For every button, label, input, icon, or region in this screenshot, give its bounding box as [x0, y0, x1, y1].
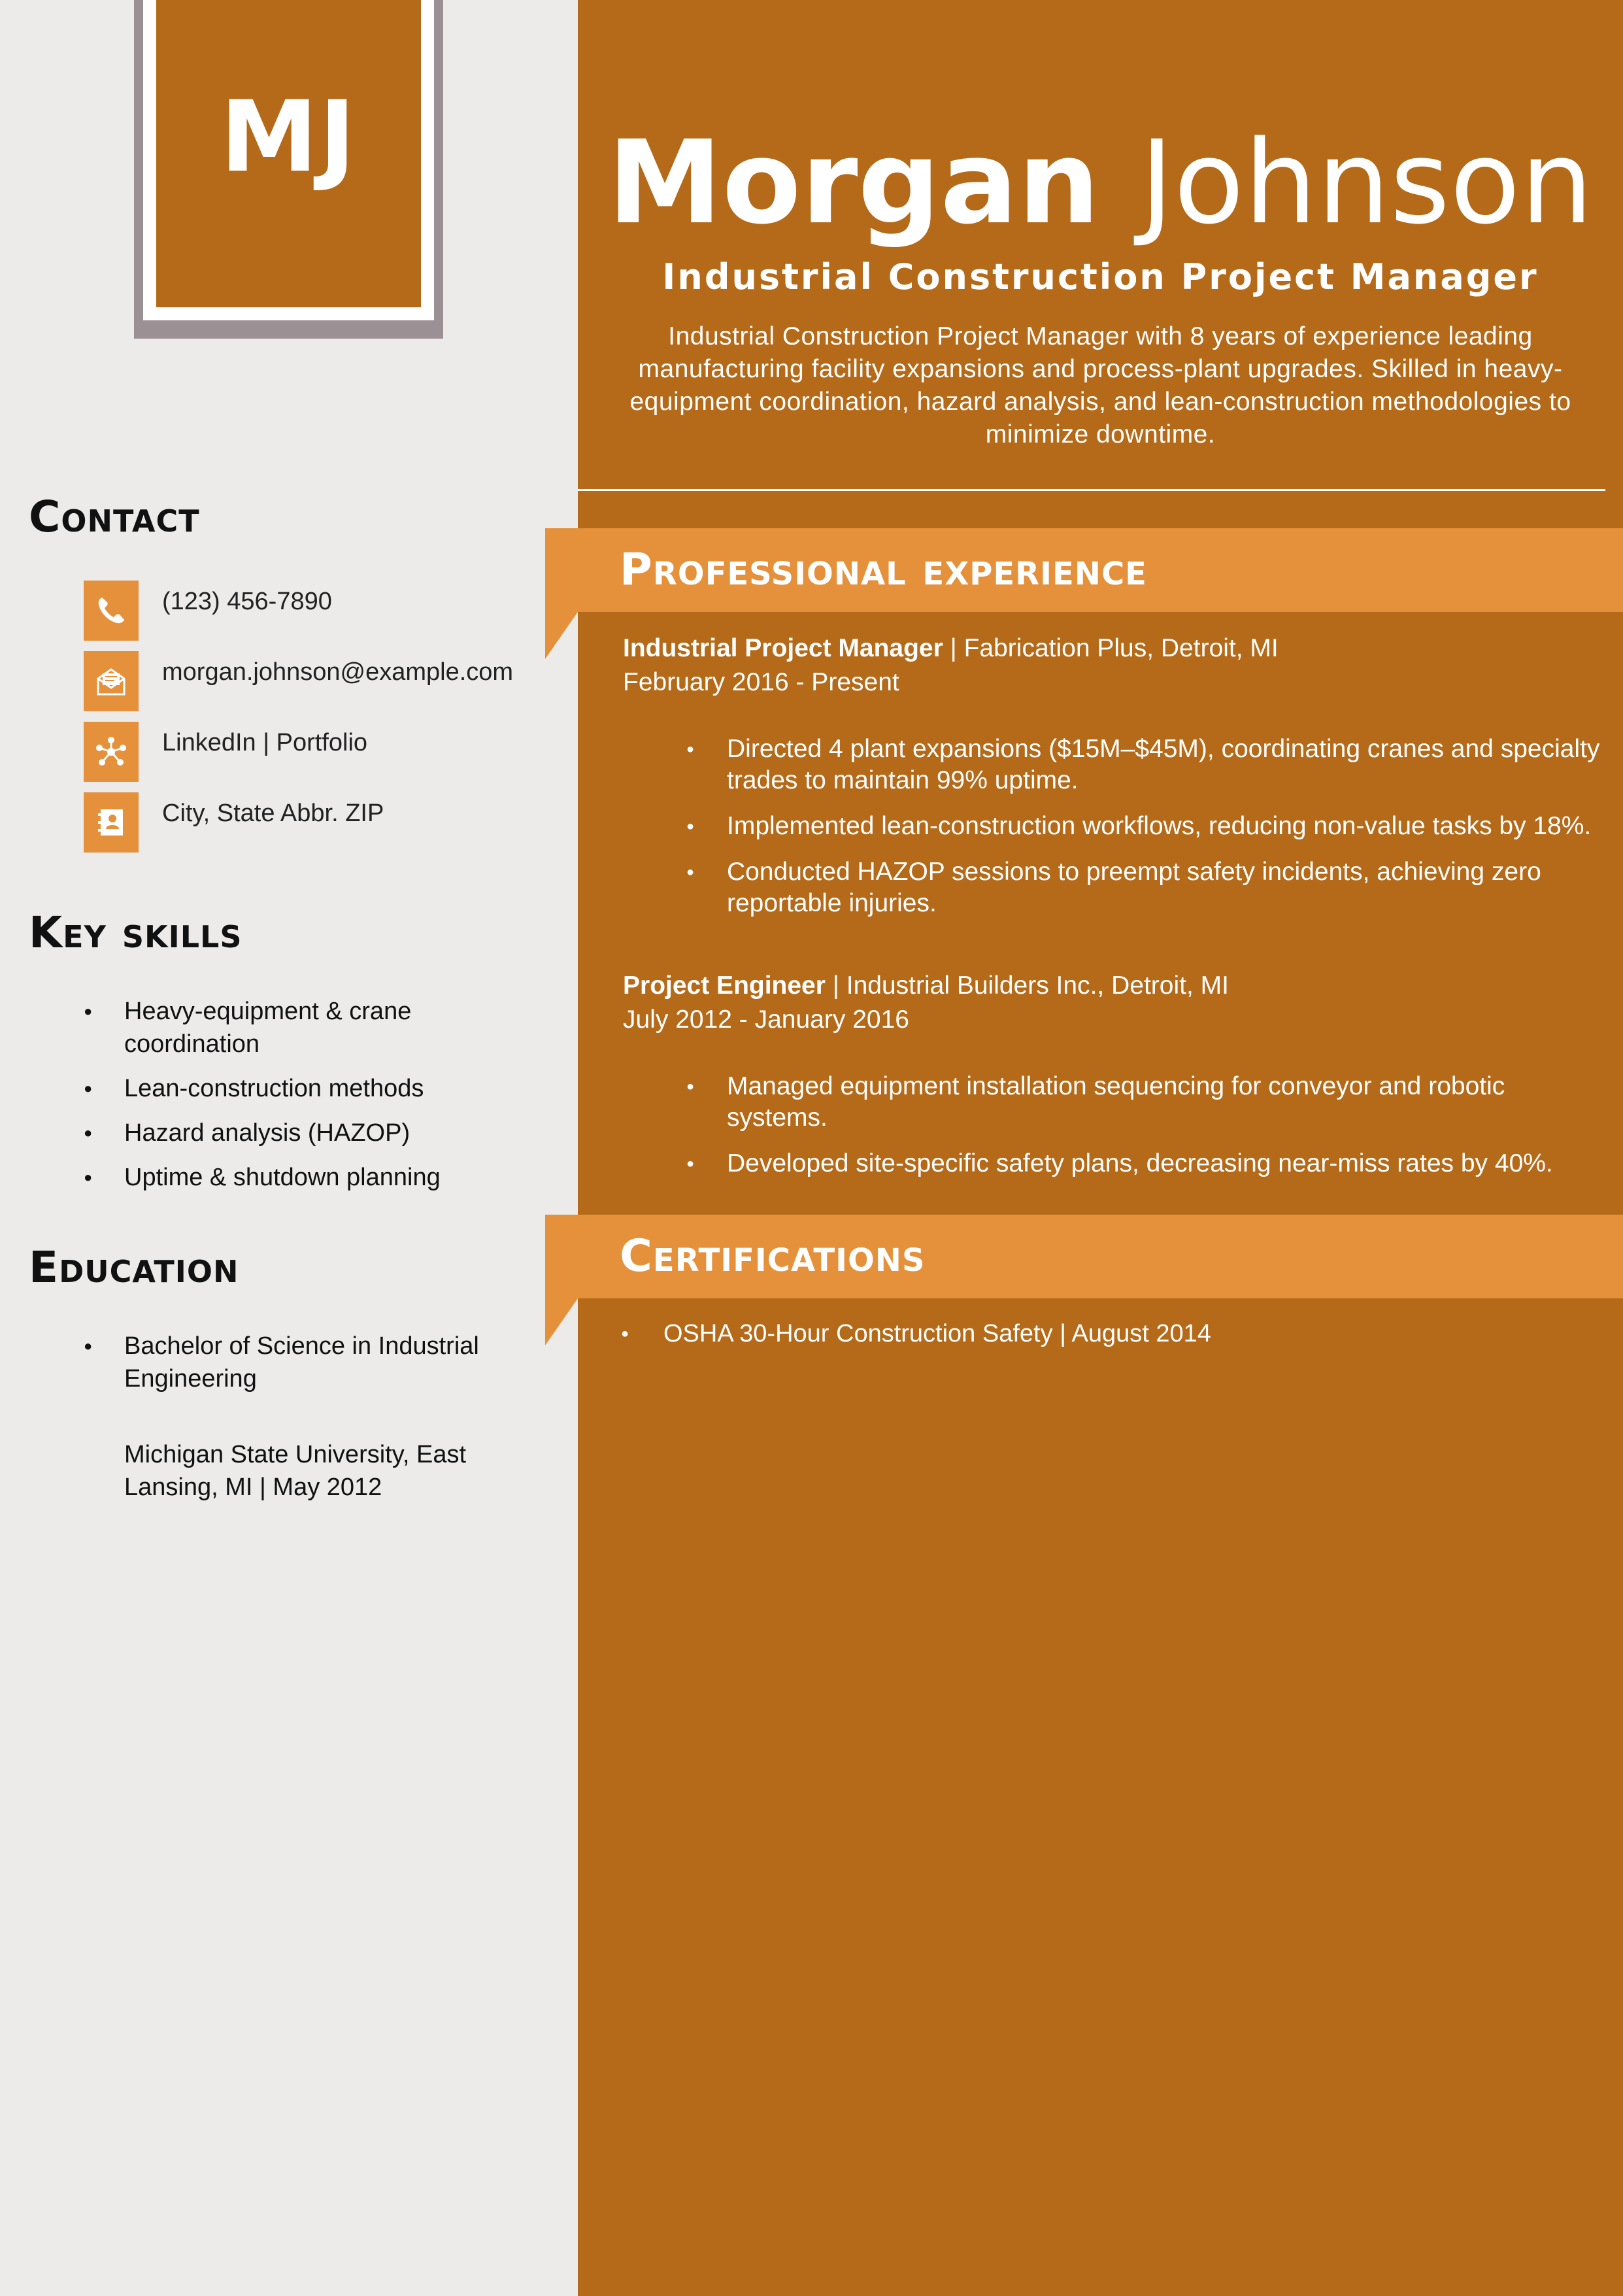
address-icon	[84, 792, 139, 853]
phone-icon	[84, 581, 139, 641]
job-2-bullets	[680, 1071, 1608, 1194]
job-1-bullets	[680, 734, 1608, 934]
header-divider	[578, 489, 1605, 491]
skill-item: ● Lean-construction methods	[52, 1072, 510, 1105]
degree: ● Bachelor of Science in Industrial Engineering	[52, 1330, 510, 1395]
job-bullet: ● Directed 4 plant expansions ($15M–$45M), coordinating cranes and specialty trades to maintain 99% uptime.	[680, 734, 1608, 796]
certifications-heading: Certifications	[620, 1230, 926, 1282]
monogram-frame	[134, 0, 443, 339]
job-1-role: Industrial Project Manager	[623, 634, 943, 662]
contact-phone-text: (123) 456-7890	[162, 588, 332, 615]
email-icon	[84, 651, 139, 711]
job-1-heading	[623, 632, 1603, 666]
experience-banner-fold	[545, 612, 578, 659]
job-2-dates: July 2012 - January 2016	[623, 1005, 909, 1034]
contact-email-text[interactable]: morgan.johnson@example.com	[162, 658, 514, 686]
job-bullet: ● Managed equipment installation sequencing for conveyor and robotic systems.	[680, 1071, 1608, 1134]
contact-links	[84, 722, 554, 782]
job-title: Industrial Construction Project Manager	[662, 256, 1539, 297]
job-bullet: ● Implemented lean-construction workflows, reducing non-value tasks by 18%.	[680, 811, 1608, 842]
contact-email	[84, 651, 554, 711]
skill-item: ● Hazard analysis (HAZOP)	[52, 1117, 510, 1149]
experience-heading: Professional experience	[620, 544, 1147, 596]
skill-item: ● Uptime & shutdown planning	[52, 1161, 510, 1194]
contact-address-text: City, State Abbr. ZIP	[162, 800, 384, 827]
summary: Industrial Construction Project Manager with 8 years of experience leading manufacturing facility expansions and process-plant upgrades. Skilled in heavy-equipment coordination, hazard analysis, and lean-construction methodologies to minimize downtime.	[629, 322, 1571, 448]
monogram: MJ	[220, 80, 358, 194]
certifications-banner-fold	[545, 1298, 578, 1345]
contact-address	[84, 792, 554, 853]
experience-banner	[545, 528, 1623, 612]
job-1-dates: February 2016 - Present	[623, 668, 899, 696]
job-2-company: | Industrial Builders Inc., Detroit, MI	[825, 971, 1229, 1000]
school: Michigan State University, East Lansing, MI | May 2012	[124, 1441, 467, 1501]
certifications-banner	[545, 1215, 1623, 1298]
job-bullet: ● Conducted HAZOP sessions to preempt safety incidents, achieving zero reportable injuries.	[680, 856, 1608, 919]
job-bullet: ● Developed site-specific safety plans, decreasing near-miss rates by 40%.	[680, 1148, 1608, 1179]
education-list	[52, 1330, 510, 1407]
last-name: Johnson	[1139, 116, 1594, 250]
certifications-list	[621, 1318, 1601, 1349]
contact-links-text[interactable]: LinkedIn | Portfolio	[162, 729, 368, 756]
contact-heading: Contact	[29, 492, 200, 542]
network-icon	[84, 722, 139, 782]
first-name: Morgan	[607, 116, 1100, 250]
certification-item: ● OSHA 30-Hour Construction Safety | August 2014	[621, 1318, 1601, 1349]
skill-item: ● Heavy-equipment & crane coordination	[52, 995, 510, 1060]
job-2-heading	[623, 969, 1603, 1003]
job-1-company: | Fabrication Plus, Detroit, MI	[943, 634, 1279, 662]
monogram-box	[156, 0, 421, 307]
contact-phone	[84, 581, 554, 641]
education-heading: Education	[29, 1242, 239, 1292]
job-2-role: Project Engineer	[623, 971, 826, 1000]
skills-heading: Key skills	[29, 907, 243, 958]
candidate-name	[578, 118, 1623, 248]
skills-list	[52, 995, 510, 1206]
